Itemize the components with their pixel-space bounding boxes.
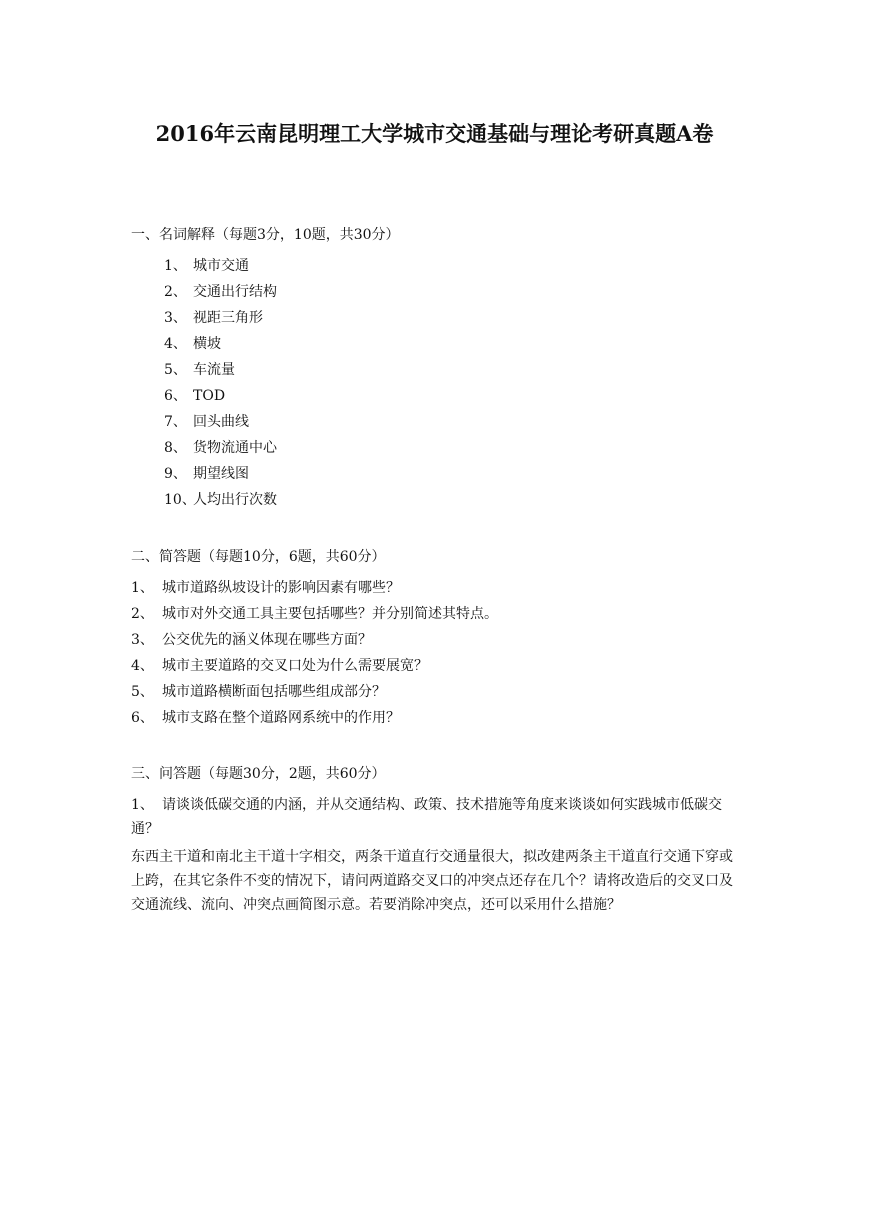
page-title: 2016年云南昆明理工大学城市交通基础与理论考研真题A卷 — [155, 121, 714, 146]
list-item — [0, 435, 277, 461]
item-text: 货物流通中心 — [193, 440, 277, 456]
list-item — [0, 575, 498, 601]
list-item — [0, 305, 277, 331]
item-number: 1、 — [164, 258, 187, 274]
item-text: 城市支路在整个道路网系统中的作用？ — [162, 710, 400, 726]
item-text: 期望线图 — [193, 466, 249, 482]
item-number: 9、 — [164, 466, 187, 482]
list-item — [0, 461, 277, 487]
item-text: 东西主干道和南北主干道十字相交，两条干道直行交通量很大，拟改建两条主干道直行交通下穿或上跨，在其它条件不变的情况下，请问两道路交叉口的冲突点还存在几个？请将改造后的交叉口及交通流线、流向、冲突点画简图示意。若要消除冲突点，还可以采用什么措施？ — [131, 849, 733, 913]
item-number: 3、 — [131, 632, 154, 648]
essay-question-1 — [131, 793, 743, 841]
item-number: 1、 — [131, 580, 154, 596]
item-text: 城市对外交通工具主要包括哪些？并分别简述其特点。 — [162, 606, 498, 622]
item-number: 2、 — [164, 284, 187, 300]
list-item — [0, 357, 277, 383]
item-number: 5、 — [164, 362, 187, 378]
item-number: 7、 — [164, 414, 187, 430]
item-number: 5、 — [131, 684, 154, 700]
item-number: 3、 — [164, 310, 187, 326]
list-item — [0, 409, 277, 435]
short-answer-list — [0, 575, 498, 731]
item-number: 10、 — [164, 492, 196, 508]
list-item — [0, 705, 498, 731]
list-item — [0, 279, 277, 305]
item-text: 车流量 — [193, 362, 235, 378]
section-heading-essay: 三、问答题（每题30分，2题，共60分） — [131, 766, 386, 782]
item-text: 回头曲线 — [193, 414, 249, 430]
item-text: 城市道路横断面包括哪些组成部分？ — [162, 684, 386, 700]
list-item — [0, 679, 498, 705]
list-item — [0, 331, 277, 357]
list-item — [0, 253, 277, 279]
list-item — [0, 383, 277, 409]
item-text: 城市主要道路的交叉口处为什么需要展宽？ — [162, 658, 428, 674]
item-number: 6、 — [164, 388, 187, 404]
item-number: 8、 — [164, 440, 187, 456]
item-number: 1、 — [131, 797, 154, 813]
list-item — [0, 601, 498, 627]
item-text: 横坡 — [193, 336, 221, 352]
item-text: 城市交通 — [193, 258, 249, 274]
section-heading-definitions: 一、名词解释（每题3分，10题，共30分） — [131, 227, 400, 243]
item-text: 人均出行次数 — [193, 492, 277, 508]
item-text: 城市道路纵坡设计的影响因素有哪些？ — [162, 580, 400, 596]
item-text: 视距三角形 — [193, 310, 263, 326]
item-text: 公交优先的涵义体现在哪些方面？ — [162, 632, 372, 648]
list-item — [0, 487, 277, 513]
item-text: TOD — [193, 388, 226, 404]
item-number: 6、 — [131, 710, 154, 726]
definitions-list — [0, 253, 277, 513]
list-item — [0, 653, 498, 679]
item-number: 4、 — [164, 336, 187, 352]
essay-question-2 — [131, 845, 743, 917]
item-number: 4、 — [131, 658, 154, 674]
item-number: 2、 — [131, 606, 154, 622]
list-item — [0, 627, 498, 653]
item-text: 请谈谈低碳交通的内涵，并从交通结构、政策、技术措施等角度来谈谈如何实践城市低碳交通？ — [131, 797, 722, 837]
item-text: 交通出行结构 — [193, 284, 277, 300]
section-heading-short-answer: 二、简答题（每题10分，6题，共60分） — [131, 549, 386, 565]
